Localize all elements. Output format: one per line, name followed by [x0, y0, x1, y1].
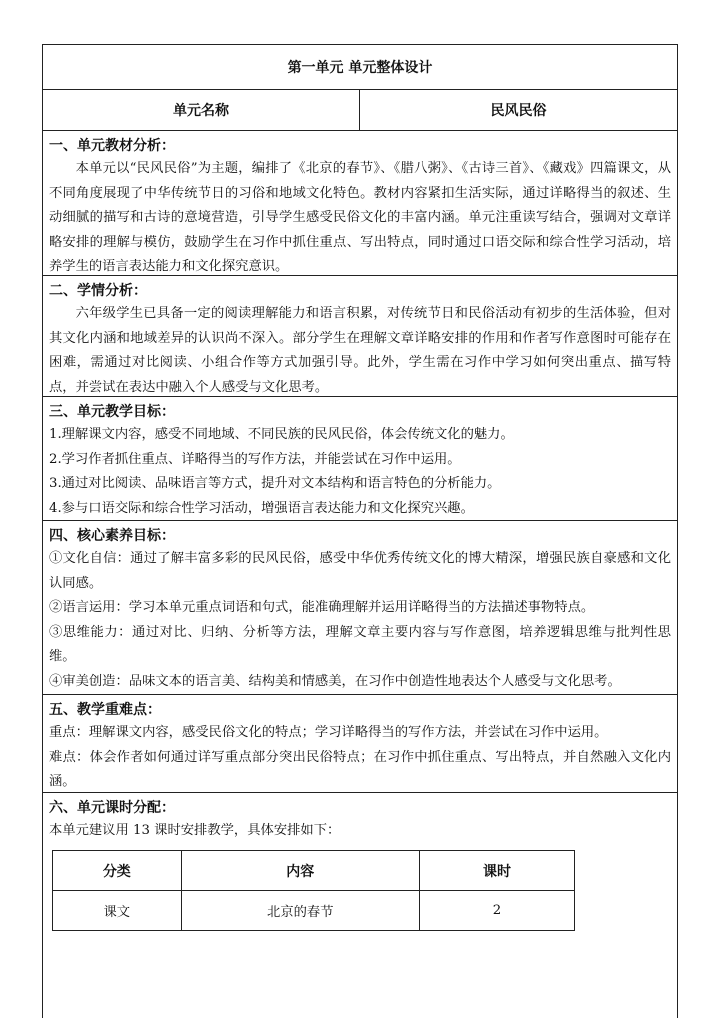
unit-name-label: 单元名称: [43, 90, 360, 130]
table-header-row: [53, 851, 575, 891]
list-item: 3.通过对比阅读、品味语言等方式，提升对文本结构和语言特色的分析能力。: [49, 476, 501, 491]
section-title: 三、单元教学目标：: [49, 404, 175, 420]
section-teaching-goals: [43, 397, 677, 521]
list-item: ①文化自信：通过了解丰富多彩的民风民俗，感受中华优秀传统文化的博大精深，增强民族自豪感和文化认同感。: [49, 551, 671, 591]
lesson-schedule-table: [52, 850, 575, 931]
column-header-category: 分类: [53, 851, 182, 891]
section-title: 五、教学重难点：: [49, 702, 161, 718]
document-title: 第一单元 单元整体设计: [43, 45, 677, 90]
list-item: ③思维能力：通过对比、归纳、分析等方法，理解文章主要内容与写作意图，培养逻辑思维与批判性思维。: [49, 624, 671, 664]
list-item: ②语言运用：学习本单元重点词语和句式，能准确理解并运用详略得当的方法描述事物特点。: [49, 600, 595, 615]
section-student-analysis: [43, 276, 677, 397]
table-cell: 2: [419, 891, 574, 931]
table-cell: 北京的春节: [181, 891, 419, 931]
table-row: [53, 891, 575, 931]
section-title: 四、核心素养目标：: [49, 528, 175, 544]
section-title: 二、学情分析：: [49, 283, 147, 299]
column-header-content: 内容: [181, 851, 419, 891]
section-paragraph: 六年级学生已具备一定的阅读理解能力和语言积累，对传统节日和民俗活动有初步的生活体验，但对其文化内涵和地域差异的认识尚不深入。部分学生在理解文章详略安排的作用和作者写作意图时可能存在困难，需通过对比阅读、小组合作等方式加强引导。此外，学生需在习作中学习如何突出重点、描写特点，并尝试在表达中融入个人感受与文化思考。: [49, 306, 671, 395]
section-paragraph: 本单元以“民风民俗”为主题，编排了《北京的春节》、《腊八粥》、《古诗三首》、《藏戏》四篇课文，从不同角度展现了中华传统节日的习俗和地域文化特色。教材内容紧扣生活实际，通过详略得当的叙述、生动细腻的描写和古诗的意境营造，引导学生感受民俗文化的丰富内涵。单元注重读写结合，强调对文章详略安排的理解与模仿，鼓励学生在习作中抓住重点、写出特点，同时通过口语交际和综合性学习活动，培养学生的语言表达能力和文化探究意识。: [49, 161, 671, 274]
section-title: 一、单元教材分析：: [49, 138, 175, 154]
section-paragraph: 本单元建议用 13 课时安排教学，具体安排如下：: [49, 823, 341, 838]
list-item: 重点：理解课文内容，感受民俗文化的特点；学习详略得当的写作方法，并尝试在习作中运用。: [49, 725, 608, 740]
section-core-literacy: [43, 521, 677, 695]
list-item: 4.参与口语交际和综合性学习活动，增强语言表达能力和文化探究兴趣。: [49, 500, 474, 516]
section-title: 六、单元课时分配：: [49, 800, 175, 816]
unit-name-row: [43, 90, 677, 131]
section-textbook-analysis: [43, 131, 677, 276]
list-item: 1.理解课文内容，感受不同地域、不同民族的民风民俗，体会传统文化的魅力。: [49, 427, 514, 442]
table-cell: 课文: [53, 891, 182, 931]
list-item: 难点：体会作者如何通过详写重点部分突出民俗特点；在习作中抓住重点、写出特点，并自然融入文化内涵。: [49, 749, 671, 789]
section-lesson-allocation: [43, 793, 677, 850]
section-key-difficulties: [43, 695, 677, 793]
unit-name-value: 民风民俗: [490, 103, 547, 119]
list-item: ④审美创造：品味文本的语言美、结构美和情感美，在习作中创造性地表达个人感受与文化思考。: [49, 673, 621, 689]
list-item: 2.学习作者抓住重点、详略得当的写作方法，并能尝试在习作中运用。: [49, 451, 461, 467]
column-header-hours: 课时: [419, 851, 574, 891]
